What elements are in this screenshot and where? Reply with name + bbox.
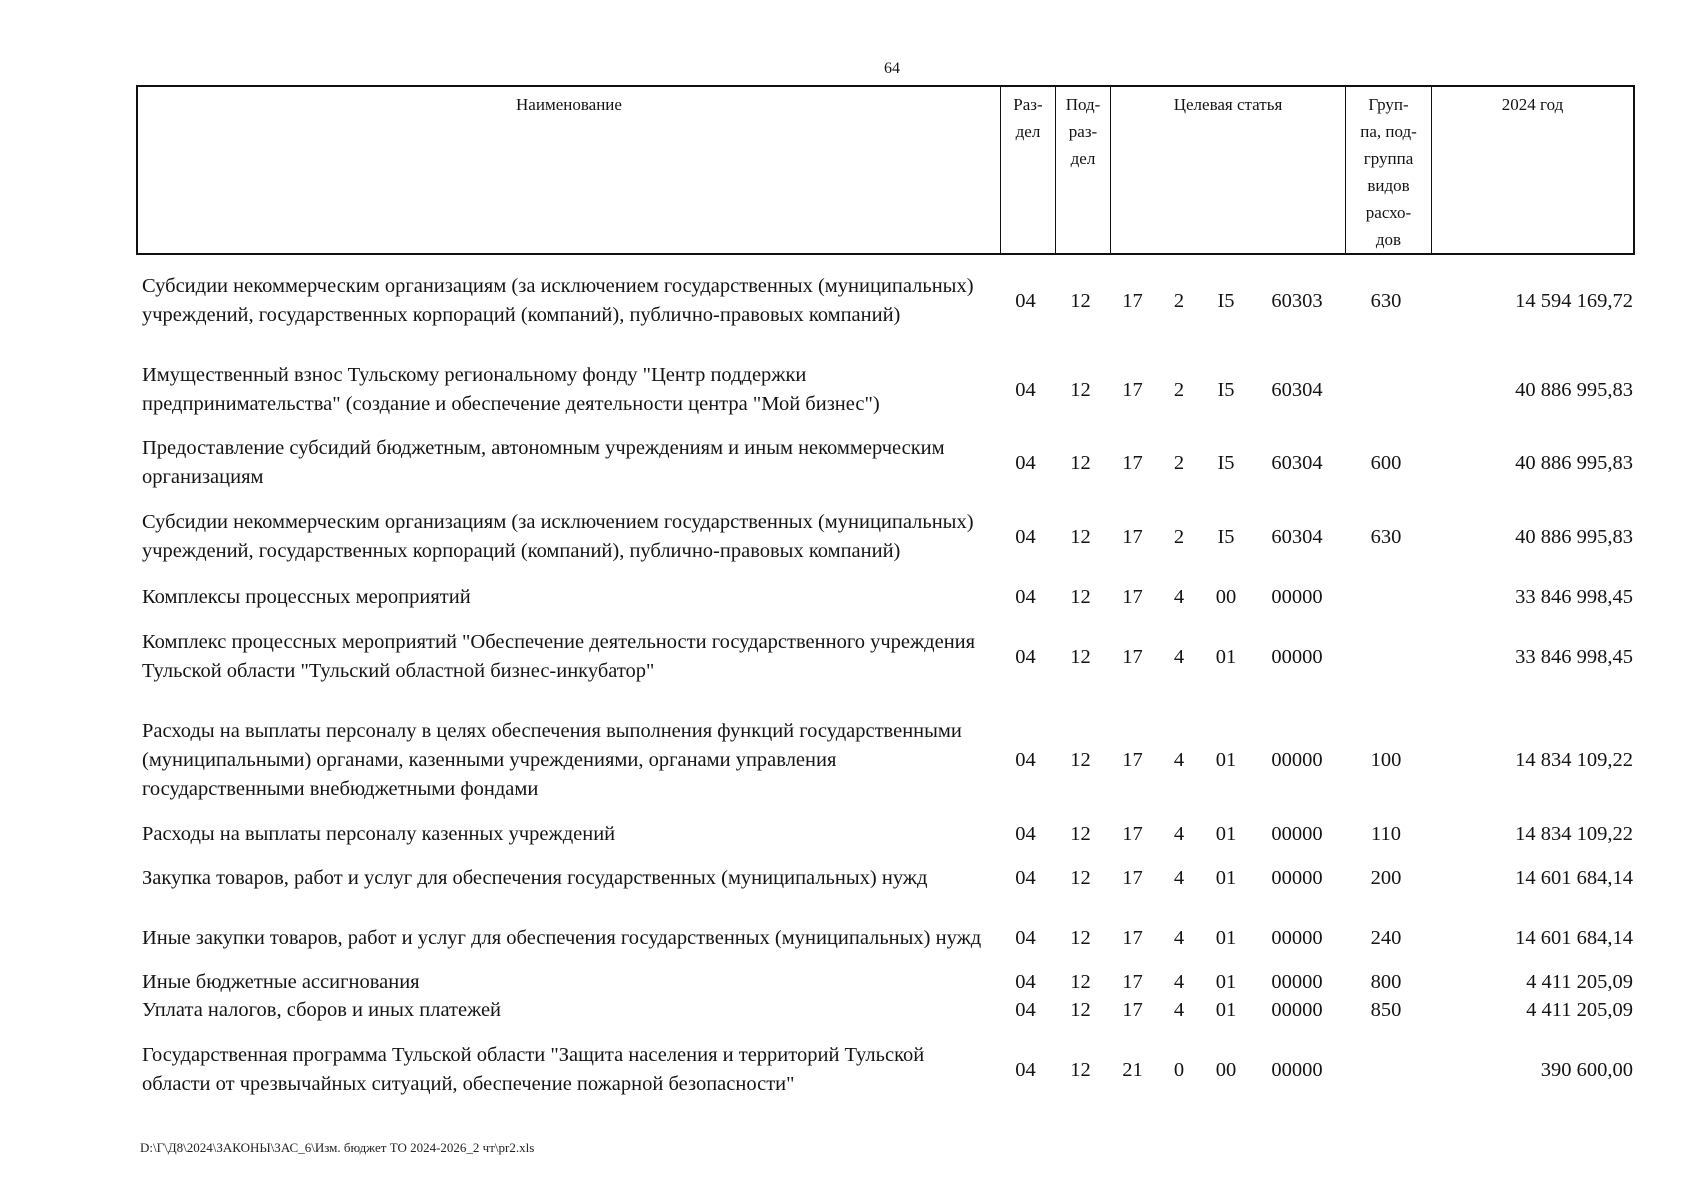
- target-direction-cell: 00000: [1271, 822, 1323, 845]
- table-row: [136, 258, 1635, 344]
- podrazdel-cell: 12: [1070, 289, 1091, 312]
- table-row: [136, 628, 1635, 686]
- target-direction-cell: 00000: [1271, 585, 1323, 608]
- table-row: [136, 849, 1635, 907]
- razdel-cell: 04: [1015, 926, 1036, 949]
- target-program-cell: 21: [1122, 1058, 1143, 1081]
- amount-cell: 14 601 684,14: [1515, 926, 1633, 949]
- table-row: [136, 583, 1635, 611]
- target-program-cell: 17: [1122, 378, 1143, 401]
- target-subprogram-cell: 0: [1173, 1058, 1185, 1081]
- target-subprogram-cell: 2: [1173, 378, 1185, 401]
- table-row: [136, 820, 1635, 848]
- target-direction-cell: 00000: [1271, 1058, 1323, 1081]
- podrazdel-cell: 12: [1070, 378, 1091, 401]
- target-subprogram-cell: 2: [1173, 525, 1185, 548]
- expense-group-cell: 630: [1370, 525, 1402, 548]
- target-subprogram-cell: 4: [1173, 822, 1185, 845]
- target-event-cell: 01: [1215, 998, 1237, 1021]
- amount-cell: 14 601 684,14: [1515, 866, 1633, 889]
- name-cell: Имущественный взнос Тульскому региональному фонду "Центр поддержки предпринимательства" (создание и обеспечение деятельности центра "Мой бизнес"): [142, 364, 880, 415]
- amount-cell: 40 886 995,83: [1515, 378, 1633, 401]
- target-event-cell: 01: [1215, 970, 1237, 993]
- table-header: [136, 85, 1635, 255]
- target-event-cell: 00: [1215, 585, 1237, 608]
- razdel-cell: 04: [1015, 998, 1036, 1021]
- name-cell: Субсидии некоммерческим организациям (за исключением государственных (муниципальных) учреждений, государственных корпораций (компаний), публично-правовых компаний): [142, 275, 974, 326]
- target-subprogram-cell: 2: [1173, 451, 1185, 474]
- name-cell: Иные закупки товаров, работ и услуг для обеспечения государственных (муниципальных) нужд: [142, 926, 982, 949]
- footer-file-path: D:\Г\Д8\2024\ЗАКОНЫ\ЗАС_6\Изм. бюджет ТО 2024-2026_2 чт\pr2.xls: [140, 1140, 535, 1155]
- name-cell: Комплексы процессных мероприятий: [142, 585, 471, 608]
- header-year: 2024 год: [1431, 87, 1633, 253]
- amount-cell: 40 886 995,83: [1515, 525, 1633, 548]
- target-direction-cell: 00000: [1271, 748, 1323, 771]
- podrazdel-cell: 12: [1070, 585, 1091, 608]
- target-event-cell: 01: [1215, 926, 1237, 949]
- page-number: 64: [884, 60, 900, 77]
- razdel-cell: 04: [1015, 451, 1036, 474]
- name-cell: Комплекс процессных мероприятий "Обеспечение деятельности государственного учреждения Тульской области "Тульский областной бизнес-инкубатор": [142, 631, 976, 682]
- target-event-cell: 01: [1215, 866, 1237, 889]
- podrazdel-cell: 12: [1070, 451, 1091, 474]
- name-cell: Иные бюджетные ассигнования: [142, 970, 420, 993]
- podrazdel-cell: 12: [1070, 866, 1091, 889]
- razdel-cell: 04: [1015, 970, 1036, 993]
- target-program-cell: 17: [1122, 585, 1143, 608]
- target-subprogram-cell: 4: [1173, 970, 1185, 993]
- podrazdel-cell: 12: [1070, 970, 1091, 993]
- podrazdel-cell: 12: [1070, 822, 1091, 845]
- amount-cell: 14 834 109,22: [1515, 822, 1633, 845]
- target-event-cell: 01: [1215, 645, 1237, 668]
- target-program-cell: 17: [1122, 822, 1143, 845]
- target-subprogram-cell: 4: [1173, 585, 1185, 608]
- target-subprogram-cell: 2: [1173, 289, 1185, 312]
- expense-group-cell: 200: [1370, 866, 1402, 889]
- target-direction-cell: 60304: [1271, 378, 1323, 401]
- name-cell: Уплата налогов, сборов и иных платежей: [142, 998, 502, 1021]
- target-subprogram-cell: 4: [1173, 645, 1185, 668]
- target-event-cell: I5: [1217, 525, 1235, 548]
- amount-cell: 33 846 998,45: [1515, 585, 1633, 608]
- target-subprogram-cell: 4: [1173, 998, 1185, 1021]
- target-subprogram-cell: 4: [1173, 866, 1185, 889]
- expense-group-cell: 100: [1370, 748, 1402, 771]
- amount-cell: 4 411 205,09: [1526, 998, 1633, 1021]
- table-row: [136, 434, 1635, 492]
- target-event-cell: I5: [1217, 451, 1235, 474]
- razdel-cell: 04: [1015, 748, 1036, 771]
- target-direction-cell: 00000: [1271, 926, 1323, 949]
- podrazdel-cell: 12: [1070, 525, 1091, 548]
- podrazdel-cell: 12: [1070, 645, 1091, 668]
- table-row: [136, 968, 1635, 996]
- header-podrazdel: Под- раз- дел: [1055, 87, 1110, 253]
- amount-cell: 4 411 205,09: [1526, 970, 1633, 993]
- target-event-cell: I5: [1217, 378, 1235, 401]
- header-target: Целевая статья: [1110, 87, 1345, 253]
- table-row: [136, 909, 1635, 967]
- amount-cell: 14 594 169,72: [1515, 289, 1633, 312]
- target-event-cell: 01: [1215, 748, 1237, 771]
- target-program-cell: 17: [1122, 645, 1143, 668]
- razdel-cell: 04: [1015, 866, 1036, 889]
- name-cell: Расходы на выплаты персоналу в целях обеспечения выполнения функций государственными (муниципальными) органами, казенными учреждениями, органами управления государственными внебюджетными фондами: [142, 719, 962, 800]
- expense-group-cell: 800: [1370, 970, 1402, 993]
- target-program-cell: 17: [1122, 451, 1143, 474]
- razdel-cell: 04: [1015, 525, 1036, 548]
- target-direction-cell: 60303: [1271, 289, 1323, 312]
- table-row: [136, 493, 1635, 581]
- target-program-cell: 17: [1122, 525, 1143, 548]
- podrazdel-cell: 12: [1070, 998, 1091, 1021]
- table-row: [136, 361, 1635, 419]
- expense-group-cell: 630: [1370, 289, 1402, 312]
- target-program-cell: 17: [1122, 998, 1143, 1021]
- target-subprogram-cell: 4: [1173, 748, 1185, 771]
- podrazdel-cell: 12: [1070, 926, 1091, 949]
- target-event-cell: I5: [1217, 289, 1235, 312]
- razdel-cell: 04: [1015, 645, 1036, 668]
- name-cell: Предоставление субсидий бюджетным, автономным учреждениям и иным некоммерческим организациям: [142, 437, 945, 488]
- target-event-cell: 00: [1215, 1058, 1237, 1081]
- amount-cell: 14 834 109,22: [1515, 748, 1633, 771]
- target-direction-cell: 00000: [1271, 866, 1323, 889]
- razdel-cell: 04: [1015, 585, 1036, 608]
- header-name: Наименование: [516, 95, 622, 114]
- target-program-cell: 17: [1122, 748, 1143, 771]
- amount-cell: 390 600,00: [1540, 1058, 1633, 1081]
- table-row: [136, 1041, 1635, 1099]
- target-direction-cell: 00000: [1271, 998, 1323, 1021]
- target-direction-cell: 60304: [1271, 525, 1323, 548]
- target-program-cell: 17: [1122, 866, 1143, 889]
- razdel-cell: 04: [1015, 822, 1036, 845]
- target-direction-cell: 00000: [1271, 970, 1323, 993]
- expense-group-cell: 110: [1371, 822, 1401, 845]
- target-event-cell: 01: [1215, 822, 1237, 845]
- header-group: Груп- па, под- группа видов расхо- дов: [1345, 87, 1431, 253]
- amount-cell: 40 886 995,83: [1515, 451, 1633, 474]
- header-razdel: Раз- дел: [1000, 87, 1055, 253]
- expense-group-cell: 600: [1370, 451, 1402, 474]
- name-cell: Субсидии некоммерческим организациям (за исключением государственных (муниципальных) учреждений, государственных корпораций (компаний), публично-правовых компаний): [142, 511, 974, 562]
- razdel-cell: 04: [1015, 378, 1036, 401]
- razdel-cell: 04: [1015, 289, 1036, 312]
- target-program-cell: 17: [1122, 926, 1143, 949]
- table-row: [136, 996, 1635, 1024]
- expense-group-cell: 240: [1370, 926, 1402, 949]
- target-program-cell: 17: [1122, 970, 1143, 993]
- podrazdel-cell: 12: [1070, 1058, 1091, 1081]
- podrazdel-cell: 12: [1070, 748, 1091, 771]
- razdel-cell: 04: [1015, 1058, 1036, 1081]
- target-direction-cell: 60304: [1271, 451, 1323, 474]
- target-direction-cell: 00000: [1271, 645, 1323, 668]
- target-program-cell: 17: [1122, 289, 1143, 312]
- name-cell: Государственная программа Тульской области "Защита населения и территорий Тульской области от чрезвычайных ситуаций, обеспечение пожарной безопасности": [142, 1044, 925, 1095]
- name-cell: Закупка товаров, работ и услуг для обеспечения государственных (муниципальных) нужд: [142, 866, 928, 889]
- table-row: [136, 716, 1635, 804]
- expense-group-cell: 850: [1370, 998, 1402, 1021]
- amount-cell: 33 846 998,45: [1515, 645, 1633, 668]
- name-cell: Расходы на выплаты персоналу казенных учреждений: [142, 822, 616, 845]
- target-subprogram-cell: 4: [1173, 926, 1185, 949]
